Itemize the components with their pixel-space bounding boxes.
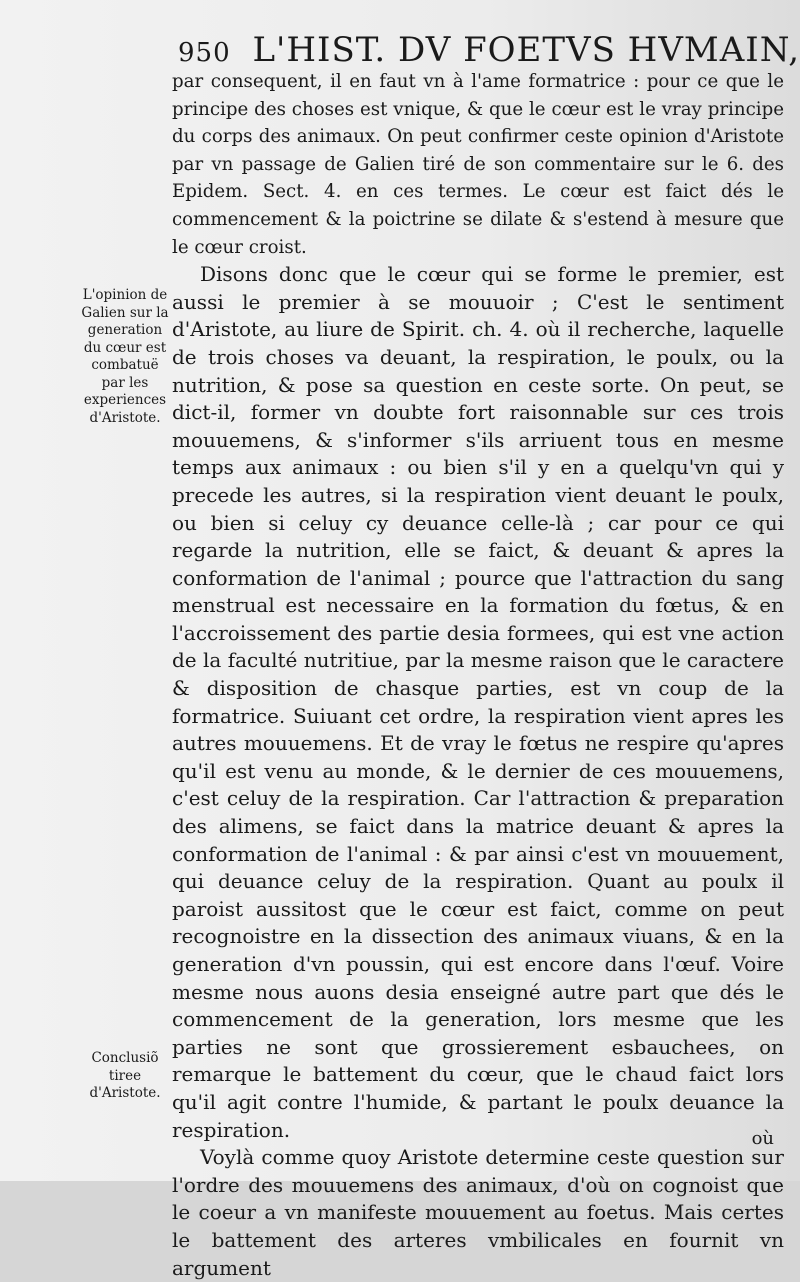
running-title: L'HIST. DV FOETVS HVMAIN,	[252, 30, 800, 70]
margin-note: L'opinion de Galien sur la generation du cœur est combatuë par les experiences d'Aristote.	[81, 287, 169, 426]
page-number: 950	[178, 38, 231, 68]
main-text	[172, 68, 784, 1282]
margin-note: Conclusiõ tiree d'Aristote.	[89, 1050, 161, 1101]
paragraph: Voylà comme quoy Aristote determine ceste question sur l'ordre des mouuemens des animaux, d'où on cognoist que le coeur a vn manifeste mouuement au foetus. Mais certes le battement des arteres vmbilicales en fournit vn argument	[172, 1145, 784, 1280]
catchword: où	[751, 1128, 774, 1149]
running-header	[178, 30, 800, 70]
paragraph: par consequent, il en faut vn à l'ame formatrice : pour ce que le principe des choses est vnique, & que le cœur est le vray principe du corps des animaux. On peut confirmer ceste opinion d'Aristote par vn passage de Galien tiré de son commentaire sur le 6. des Epidem. Sect. 4. en ces termes. Le cœur est faict dés le commencement & la poictrine se dilate & s'estend à mesure que le cœur croist.	[172, 71, 784, 258]
paragraph: Disons donc que le cœur qui se forme le premier, est aussi le premier à se mouuoir ; C'est le sentiment d'Aristote, au liure de Spirit. ch. 4. où il recherche, laquelle de trois choses va deuant, la respiration, le poulx, ou la nutrition, & pose sa question en ceste sorte. On peut, se dict-il, former vn doubte fort raisonnable sur ces trois mouuemens, & s'informer s'ils arriuent tous en mesme temps aux animaux : ou bien s'il y en a quelqu'vn qui y precede les autres, si la respiration vient deuant le poulx, ou bien si celuy cy deuance celle-là ; car pour ce qui regarde la nutrition, elle se faict, & deuant & apres la conformation de l'animal ; pource que l'attraction du sang menstrual est necessaire en la formation du fœtus, & en l'accroissement des partie desia formees, qui est vne action de la faculté nutritiue, par la mesme raison que le caractere & disposition de chasque parties, est vn coup de la formatrice. Suiuant cet ordre, la respiration vient apres les autres mouuemens. Et de vray le fœtus ne respire qu'apres qu'il est venu au monde, & le dernier de ces mouuemens, c'est celuy de la respiration. Car l'attraction & preparation des alimens, se faict dans la matrice deuant & apres la conformation de l'animal : & par ainsi c'est vn mouuement, qui deuance celuy de la respiration. Quant au poulx il paroist aussitost que le cœur est faict, comme on peut recognoistre en la dissection des animaux viuans, & en la generation d'vn poussin, qui est encore dans l'œuf. Voire mesme nous auons desia enseigné autre part que dés le commencement de la generation, lors mesme que les parties ne sont que grossierement esbauchees, on remarque le battement du cœur, que le chaud faict lors qu'il agit contre l'humide, & partant le poulx deuance la respiration.	[172, 262, 784, 1142]
